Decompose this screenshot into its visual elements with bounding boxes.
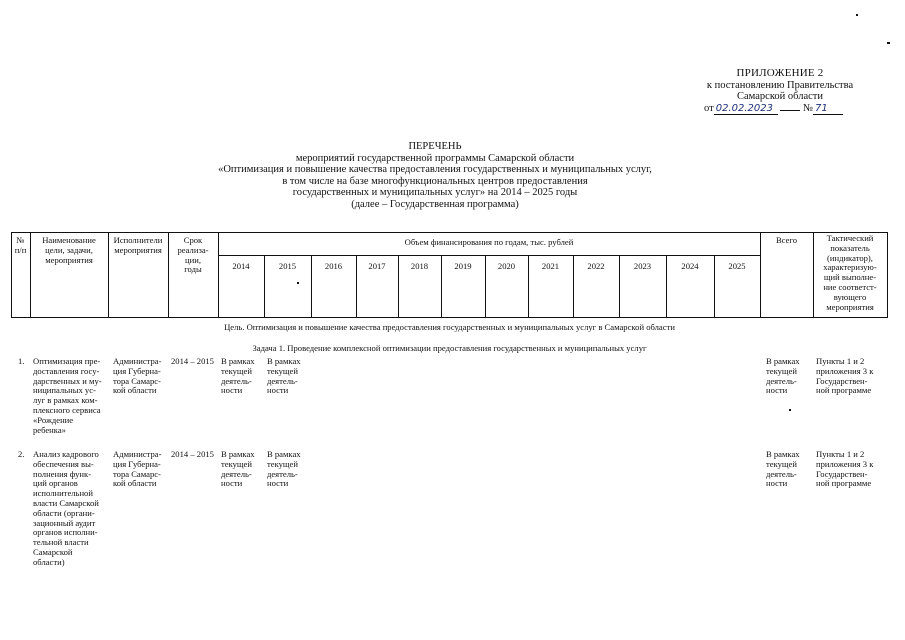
goal-line: Цель. Оптимизация и повышение качества предоставления государственных и муниципальных услуг в Самарской области — [224, 322, 675, 332]
year-header: 2020 — [497, 261, 516, 271]
row-period: 2014 – 2015 — [171, 356, 214, 366]
scan-dot — [789, 409, 791, 411]
row-period: 2014 – 2015 — [171, 449, 214, 459]
year-header: 2017 — [368, 261, 386, 271]
row-total-value: В рамках текущей деятель- ности — [766, 449, 800, 489]
year-header: 2015 — [278, 261, 297, 271]
header-name: Наименование цели, задачи, мероприятия — [42, 235, 96, 265]
header-total: Всего — [775, 235, 798, 245]
row-num: 1. — [18, 356, 25, 366]
heading-line: государственных и муниципальных услуг» на 2014 – 2025 годы — [292, 187, 578, 198]
row-2014-value: В рамках текущей деятель- ности — [221, 449, 255, 489]
appendix-title: ПРИЛОЖЕНИЕ 2 — [736, 67, 824, 79]
year-header: 2024 — [681, 261, 699, 271]
date-prefix: от — [704, 103, 714, 114]
heading-title: ПЕРЕЧЕНЬ — [408, 141, 462, 152]
row-2014-value: В рамках текущей деятель- ности — [221, 356, 255, 396]
heading-line: мероприятий государственной программы Самарской области — [295, 152, 575, 164]
header-period: Срок реализа- ции, годы — [177, 235, 209, 275]
row-total-value: В рамках текущей деятель- ности — [766, 356, 800, 396]
appendix-line-3: Самарской области — [737, 91, 823, 102]
task-line: Задача 1. Проведение комплексной оптимизации предоставления государственных и муниципальных услуг — [252, 343, 647, 353]
row-2015-value: В рамках текущей деятель- ности — [267, 449, 301, 489]
row-executor: Администра- ция Губерна- тора Самарс- кой области — [113, 356, 162, 396]
year-header: 2023 — [633, 261, 652, 271]
decree-number: 71 — [813, 103, 843, 115]
row-num: 2. — [18, 449, 25, 459]
row-2015-value: В рамках текущей деятель- ности — [267, 356, 301, 396]
number-prefix: № — [802, 103, 813, 114]
row-indicator: Пункты 1 и 2 приложения 3 к Государствен- ной программе — [816, 449, 874, 489]
year-header: 2025 — [728, 261, 746, 271]
scan-dot — [856, 14, 858, 16]
scan-dot — [887, 42, 890, 44]
header-executors: Исполнители мероприятия — [113, 235, 163, 255]
document-heading — [120, 141, 750, 210]
heading-line: (далее – Государственная программа) — [351, 198, 519, 210]
scan-dot — [297, 282, 299, 284]
year-header: 2018 — [410, 261, 429, 271]
row-indicator: Пункты 1 и 2 приложения 3 к Государствен- ной программе — [816, 356, 874, 396]
decree-date: 02.02.2023 — [714, 103, 778, 115]
header-indicator: Тактический показатель (индикатор), характеризую- щий выполне- ние соответст- вующего мероприятия — [823, 233, 877, 312]
year-header: 2019 — [454, 261, 472, 271]
row-executor: Администра- ция Губерна- тора Самарс- кой области — [113, 449, 162, 489]
header-num: № п/п — [14, 235, 27, 255]
year-header: 2022 — [587, 261, 605, 271]
header-funding: Объем финансирования по годам, тыс. рублей — [404, 237, 574, 247]
year-header: 2014 — [232, 261, 250, 271]
year-header: 2021 — [541, 261, 560, 271]
row-name: Анализ кадрового обеспечения вы- полнения функ- ций органов исполнительной власти Самарской области (органи- зационный аудит органов исполни- тельной власти Самарской области) — [33, 449, 99, 567]
row-name: Оптимизация пре- доставления госу- дарственных и му- ниципальных ус- луг в рамках ком- плексного сервиса «Рождение ребенка» — [33, 356, 102, 435]
year-header: 2016 — [324, 261, 343, 271]
appendix-block — [680, 68, 880, 103]
heading-line: в том числе на базе многофункциональных центров предоставления — [282, 175, 588, 187]
heading-line: «Оптимизация и повышение качества предоставления государственных и муниципальных услуг, — [218, 164, 652, 175]
decree-reference — [704, 103, 843, 115]
appendix-line-2: к постановлению Правительства — [706, 79, 854, 91]
